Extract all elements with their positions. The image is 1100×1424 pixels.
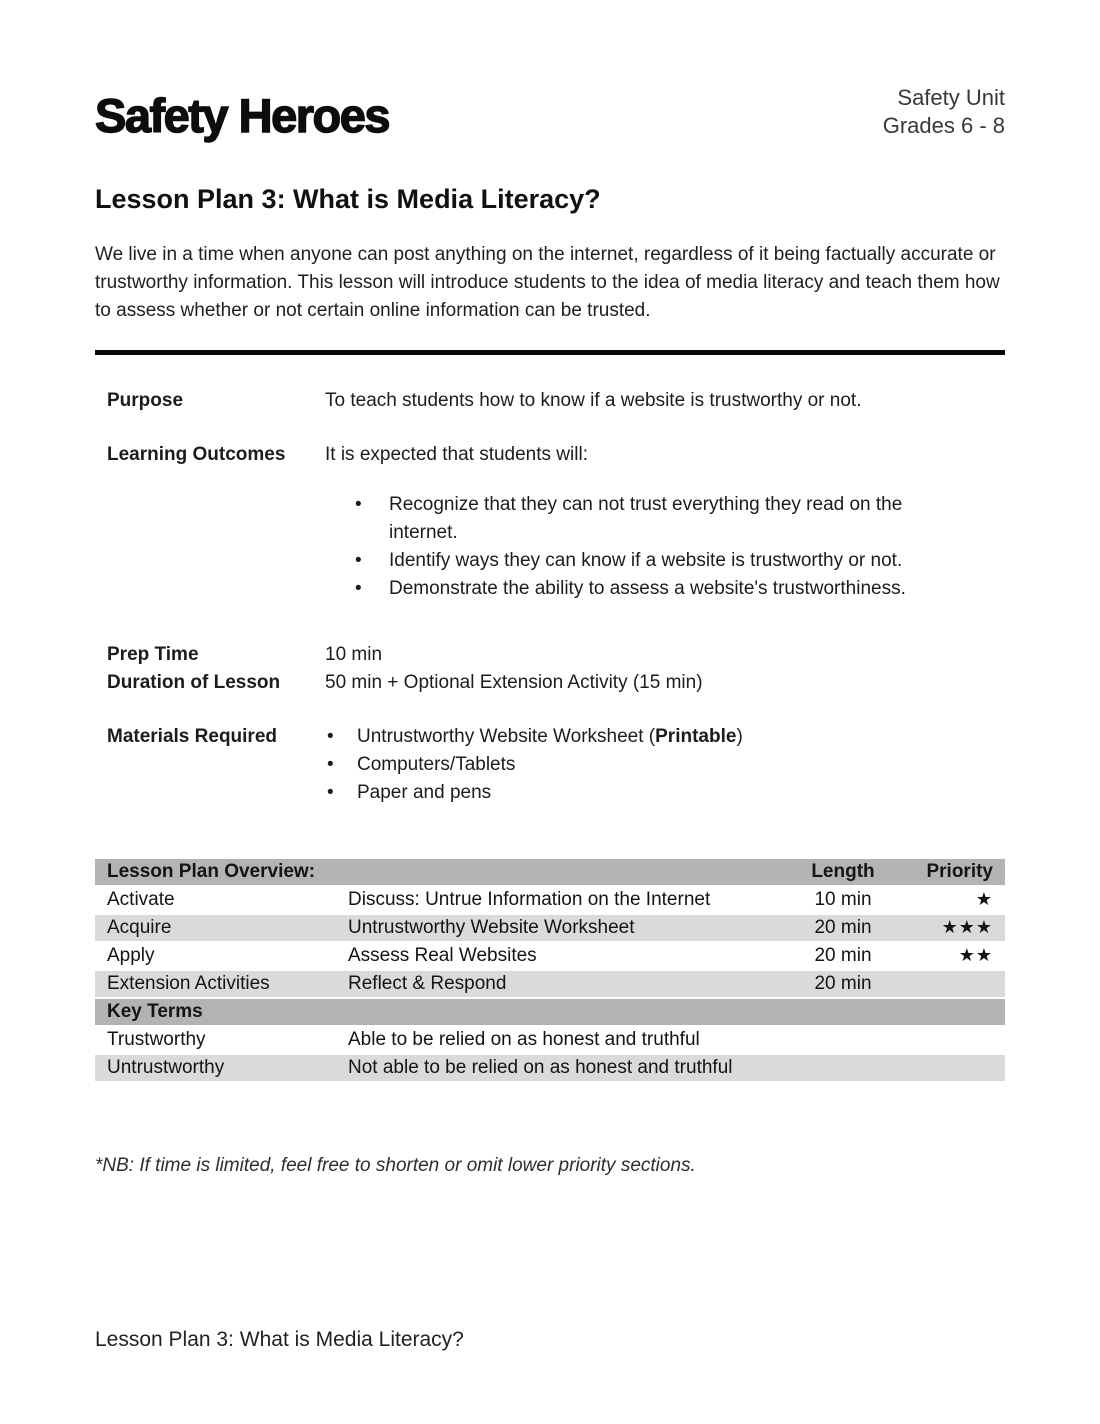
material-text: ) xyxy=(736,725,743,747)
material-bold-text: Printable xyxy=(655,725,737,747)
prep-time-row xyxy=(95,641,1005,669)
priority-cell: ★★★ xyxy=(893,915,1005,941)
overview-table xyxy=(95,857,1005,1083)
table-row-activate xyxy=(95,887,1005,913)
description-cell: Reflect & Respond xyxy=(338,971,793,997)
length-cell xyxy=(793,1027,893,1053)
header-priority: Priority xyxy=(893,859,1005,885)
priority-cell: ★ xyxy=(975,889,993,910)
length-cell xyxy=(793,1055,893,1081)
header-title: Lesson Plan Overview: xyxy=(95,859,793,885)
materials-value xyxy=(325,723,1005,807)
outcome-item: • Demonstrate the ability to assess a website's trustworthiness. xyxy=(353,575,923,603)
duration-value: 50 min + Optional Extension Activity (15 min) xyxy=(325,671,703,693)
duration-label: Duration of Lesson xyxy=(107,671,281,693)
logo-safety-heroes: Safety Heroes xyxy=(95,89,389,142)
outcomes-label: Learning Outcomes xyxy=(107,443,286,465)
intro-paragraph: We live in a time when anyone can post anything on the internet, regardless of it being factually accurate or trustworthy information. This lesson will introduce students to the idea of media literacy and teach them how to assess whether or not certain online information can be trusted. xyxy=(95,243,1000,321)
purpose-label: Purpose xyxy=(107,389,184,411)
outcome-item: • Identify ways they can know if a website is trustworthy or not. xyxy=(353,547,923,575)
term-row-untrustworthy xyxy=(95,1055,1005,1081)
prep-time-value: 10 min xyxy=(325,643,383,665)
duration-row xyxy=(95,669,1005,697)
phase-cell: Extension Activities xyxy=(95,971,338,997)
priority-cell xyxy=(893,1027,1005,1053)
materials-row xyxy=(95,723,1005,807)
phase-cell: Activate xyxy=(107,888,175,910)
materials-list xyxy=(325,723,1005,807)
purpose-value: To teach students how to know if a website is trustworthy or not. xyxy=(325,389,862,411)
material-text: Untrustworthy Website Worksheet ( xyxy=(357,725,656,747)
table-header-row xyxy=(95,859,1005,885)
grades-label: Grades 6 - 8 xyxy=(882,113,1005,138)
doc-header xyxy=(95,0,1005,142)
material-item: • Computers/Tablets xyxy=(325,751,1005,779)
outcomes-row xyxy=(95,441,1005,603)
priority-cell: ★★ xyxy=(958,945,993,966)
length-cell: 20 min xyxy=(814,944,872,966)
length-cell: 20 min xyxy=(793,915,893,941)
material-item xyxy=(325,723,1005,751)
length-cell: 20 min xyxy=(793,971,893,997)
term-row-trustworthy xyxy=(95,1027,1005,1053)
definition-cell: Able to be relied on as honest and truthful xyxy=(348,1028,700,1050)
description-cell: Assess Real Websites xyxy=(348,944,537,966)
phase-cell: Apply xyxy=(107,944,155,966)
footer-title: Lesson Plan 3: What is Media Literacy? xyxy=(95,1328,464,1351)
priority-cell xyxy=(893,971,1005,997)
section-divider xyxy=(95,350,1005,355)
priority-note: *NB: If time is limited, feel free to shorten or omit lower priority sections. xyxy=(95,1154,696,1176)
purpose-row xyxy=(95,387,1005,415)
priority-cell xyxy=(893,1055,1005,1081)
term-cell: Trustworthy xyxy=(107,1028,206,1050)
unit-block xyxy=(883,84,1005,140)
page-title: Lesson Plan 3: What is Media Literacy? xyxy=(95,183,601,214)
materials-label: Materials Required xyxy=(107,725,277,747)
unit-label: Safety Unit xyxy=(897,85,1005,110)
key-terms-label: Key Terms xyxy=(95,999,1005,1025)
table-row-apply xyxy=(95,943,1005,969)
header-length: Length xyxy=(793,859,893,885)
length-cell: 10 min xyxy=(814,888,872,910)
definition-cell: Not able to be relied on as honest and truthful xyxy=(338,1055,793,1081)
prep-time-label: Prep Time xyxy=(107,643,199,665)
outcomes-intro: It is expected that students will: xyxy=(325,443,588,465)
table-row-extension xyxy=(95,971,1005,997)
description-cell: Discuss: Untrue Information on the Internet xyxy=(348,888,711,910)
description-cell: Untrustworthy Website Worksheet xyxy=(338,915,793,941)
key-terms-row xyxy=(95,999,1005,1025)
outcomes-list xyxy=(353,491,1005,603)
outcome-item: • Recognize that they can not trust everything they read on the internet. xyxy=(353,491,923,547)
outcomes-value xyxy=(325,441,1005,603)
material-item: • Paper and pens xyxy=(325,779,1005,807)
phase-cell: Acquire xyxy=(95,915,338,941)
table-row-acquire xyxy=(95,915,1005,941)
term-cell: Untrustworthy xyxy=(95,1055,338,1081)
details-section xyxy=(95,387,1005,807)
